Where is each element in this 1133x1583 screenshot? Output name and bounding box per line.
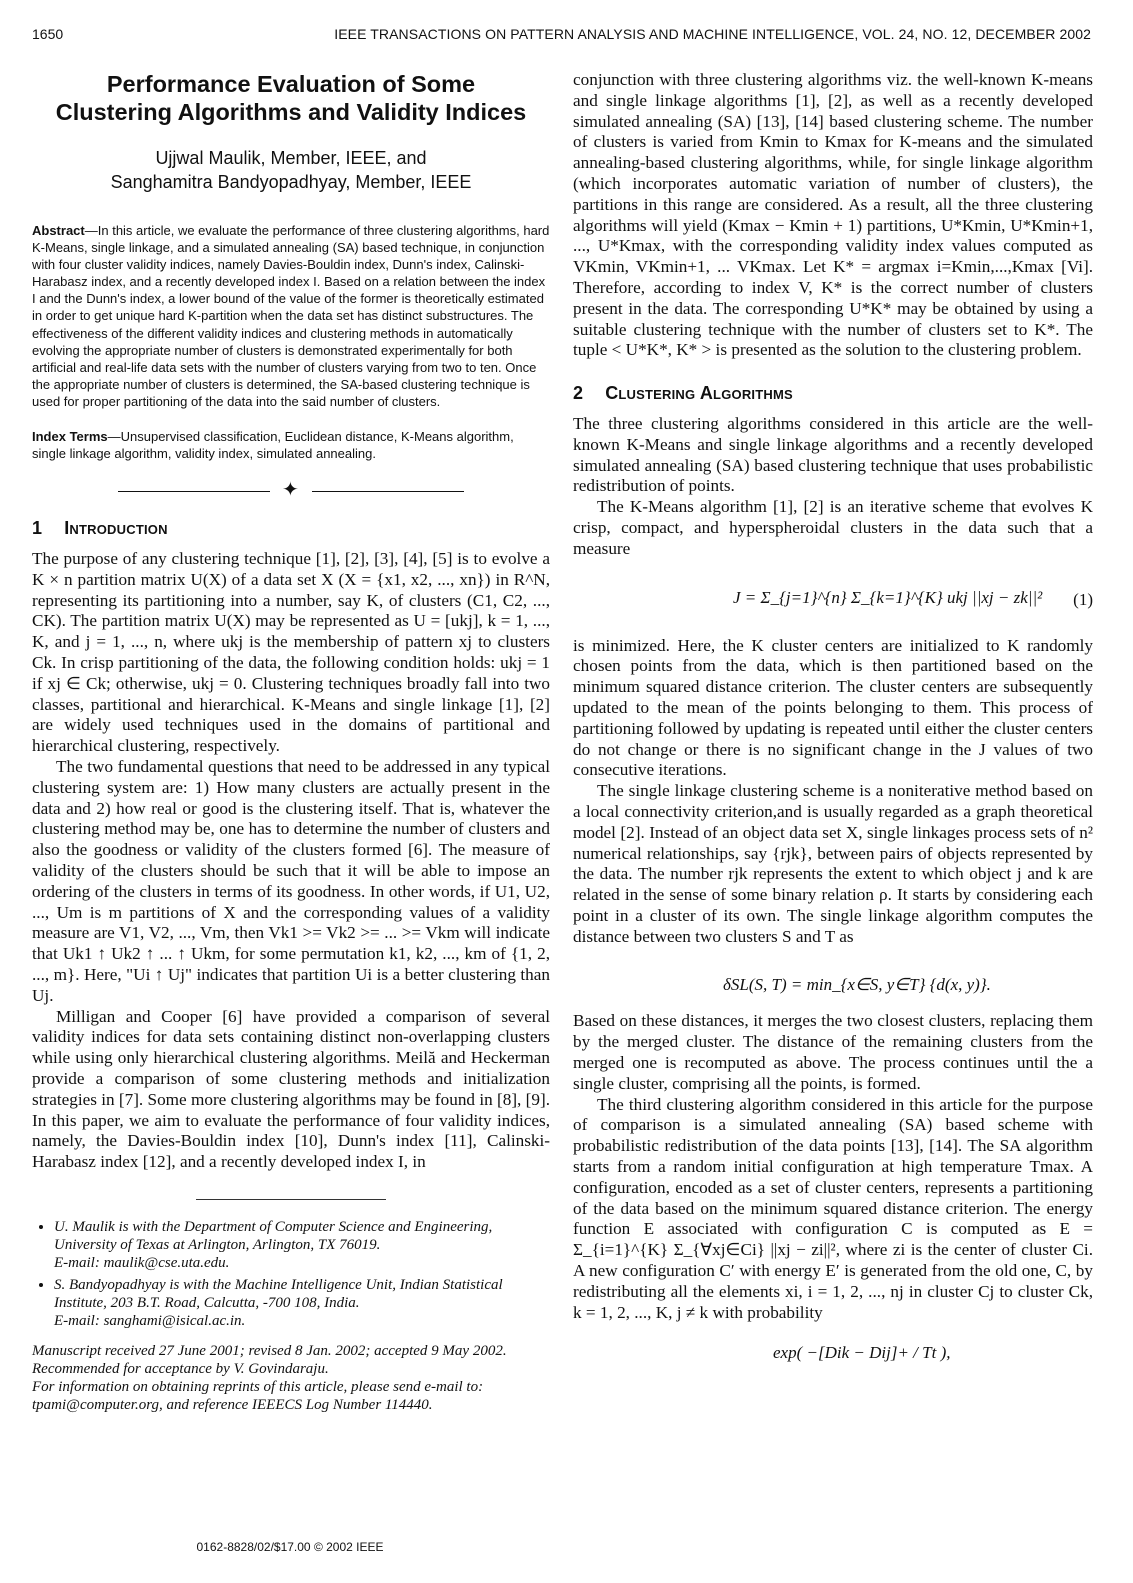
- running-header: [32, 26, 1091, 46]
- equation-3-body: exp( −[Dik − Dij]+ / Tt ),: [773, 1343, 951, 1363]
- equation-2-body: δSL(S, T) = min_{x∈S, y∈T} {d(x, y)}.: [723, 975, 991, 995]
- intro-paragraph-continued: conjunction with three clustering algorithms viz. the well-known K-means and single linkage algorithms [1], [2], as well as a recently developed simulated annealing (SA) [13], [14] based clustering scheme. The number of clusters is varied from Kmin to Kmax for K-means and the simulated annealing-based clustering algorithms, while, for single linkage algorithm (which incorporates automatic variation of number of clusters), the partitions in this range are considered. As a result, all the three clustering algorithms will yield (Kmax − Kmin + 1) partitions, U*Kmin, U*Kmin+1, ..., U*Kmax, with the corresponding validity index values computed as VKmin, VKmin+1, ... VKmax. Let K* = argmax i=Kmin,...,Kmax [Vi]. Therefore, according to index V, K* is the correct number of clusters present in the data. The corresponding U*K* may be obtained by using a suitable clustering technique with the number of clusters set to K*. The tuple < U*K*, K* > is presented as the solution to the clustering problem.: [573, 70, 1093, 360]
- section-2-number: 2: [573, 383, 584, 404]
- section-1-heading: [32, 518, 550, 539]
- intro-paragraph-1: The purpose of any clustering technique [1], [2], [3], [4], [5] is to evolve a K × n partition matrix U(X) of a data set X (X = {x1, x2, ..., xn}) in R^N, representing its partitioning into a number, say K, of clusters (C1, C2, ..., CK). The partition matrix U(X) may be represented as U = [ukj], k = 1, ..., K, and j = 1, ..., n, where ukj is the membership of pattern xj to clusters Ck. In crisp partitioning of the data, the following condition holds: ukj = 1 if xj ∈ Ck; otherwise, ukj = 0. Clustering techniques broadly fall into two classes, partitional and hierarchical. K-Means and single linkage [1], [2] are widely used techniques used in the domains of partitional and hierarchical clustering, respectively.: [32, 549, 550, 756]
- abstract-text: —In this article, we evaluate the performance of three clustering algorithms, hard K-Means, single linkage, and a simulated annealing (SA) based technique, in conjunction with four cluster validity indices, namely Davies-Bouldin index, Dunn's index, Calinski-Harabasz index, and a recently developed index I. Based on a relation between the index I and the Dunn's index, a lower bound of the value of the former is theoretically estimated in order to get unique hard K-partition when the data set has distinct substructures. The effectiveness of the different validity indices and clustering methods in automatically evolving the appropriate number of clusters is demonstrated experimentally for both artificial and real-life data sets with the number of clusters varying from two to ten. Once the appropriate number of clusters is determined, the SA-based clustering technique is used for proper partitioning of the data into the said number of clusters.: [32, 223, 550, 409]
- s2-paragraph-6: The third clustering algorithm considered in this article for the purpose of comparison is a simulated annealing (SA) based scheme with probabilistic redistribution of the data points [13], [14]. The SA algorithm starts from a random initial configuration at high temperature Tmax. A configuration, encoded as a set of cluster centers, represents a partitioning of the data based on the minimum squared distance criterion. The energy function E associated with configuration C is computed as E = Σ_{i=1}^{K} Σ_{∀xj∈Ci} ||xj − zi||², where zi is the center of cluster Ci. A new configuration C′ with energy E′ is generated from the old one, C, by redistributing all the elements xi, i = 1, 2, ..., nj in cluster Cj to cluster Ck, k = 1, 2, ..., K, j ≠ k with probability: [573, 1094, 1093, 1322]
- s2-paragraph-4: The single linkage clustering scheme is a noniterative method based on a local connectivity criterion,and is usually regarded as a graph theoretical model [2]. Instead of an object data set X, single linkages process sets of n² numerical relationships, say {rjk}, between pairs of objects represented by the data. The number rjk represents the extent to which object j and k are related in the sense of some binary relation ρ. It starts by considering each point in a cluster of its own. The single linkage algorithm computes the distance between two clusters S and T as: [573, 781, 1093, 946]
- page-number: 1650: [32, 26, 64, 42]
- equation-2: [573, 957, 1093, 1005]
- footnote-2: • S. Bandyopadhyay is with the Machine Intelligence Unit, Indian Statistical Institute, 203 B.T. Road, Calcutta, -700 108, India. E-mail: sanghami@isical.ac.in.: [54, 1276, 550, 1330]
- intro-paragraph-2: The two fundamental questions that need to be addressed in any typical clustering system are: 1) How many clusters are actually present in the data and 2) how real or good is the clustering itself. That is, whatever the clustering method may be, one has to determine the number of clusters and also the goodness or validity of the clusters formed [6]. The measure of validity of the clusters should be such that it will be able to impose an ordering of the clusters in terms of its goodness. In other words, if U1, U2, ..., Um is m partitions of X and the corresponding values of a validity measure are V1, V2, ..., Vm, then Vk1 >= Vk2 >= ... >= Vkm will indicate that Uk1 ↑ Uk2 ↑ ... ↑ Ukm, for some permutation k1, k2, ..., km of {1, 2, ..., m}. Here, "Ui ↑ Uj" indicates that partition Ui is a better clustering than Uj.: [32, 756, 550, 1005]
- section-1-number: 1: [32, 518, 43, 539]
- section-2-title: Clustering Algorithms: [605, 383, 793, 404]
- author-2: Sanghamitra Bandyopadhyay, Member, IEEE: [110, 172, 472, 192]
- reprints-note: For information on obtaining reprints of this article, please send e-mail to: tpami@computer.org, and reference IEEECS Log Number 114440.: [32, 1378, 484, 1413]
- footnote-1: • U. Maulik is with the Department of Computer Science and Engineering, University of Texas at Arlington, Arlington, TX 76019. E-mail: maulik@cse.uta.edu.: [54, 1218, 550, 1272]
- left-column: [32, 70, 550, 1414]
- author-1: Ujjwal Maulik, Member, IEEE, and: [155, 148, 427, 168]
- right-column: [573, 70, 1093, 1379]
- equation-3: [573, 1333, 1093, 1373]
- abstract: [32, 222, 550, 410]
- section-2-heading: [573, 383, 1093, 404]
- equation-1: [573, 570, 1093, 630]
- journal-header: IEEE TRANSACTIONS ON PATTERN ANALYSIS AND MACHINE INTELLIGENCE, VOL. 24, NO. 12, DECEMBER 2002: [334, 26, 1091, 42]
- equation-1-body: J = Σ_{j=1}^{n} Σ_{k=1}^{K} ukj ||xj − zk||²: [733, 587, 1043, 607]
- s2-paragraph-2: The K-Means algorithm [1], [2] is an iterative scheme that evolves K crisp, compact, and hyperspheroidal clusters in the data such that a measure: [573, 497, 1093, 558]
- index-terms-label: Index Terms: [32, 429, 108, 445]
- index-terms-text: —Unsupervised classification, Euclidean distance, K-Means algorithm, single linkage algorithm, validity index, simulated annealing.: [32, 429, 514, 462]
- copyright-footer: 0162-8828/02/$17.00 © 2002 IEEE: [196, 1540, 384, 1554]
- email-sanghami: E-mail: sanghami@isical.ac.in.: [54, 1312, 246, 1329]
- manuscript-note: Manuscript received 27 June 2001; revised 8 Jan. 2002; accepted 9 May 2002. Recommended for acceptance by V. Govindaraju.: [32, 1342, 507, 1377]
- s2-paragraph-1: The three clustering algorithms considered in this article are the well-known K-Means and single linkage algorithms and a recently developed simulated annealing (SA) based clustering technique that uses probabilistic redistribution of points.: [573, 413, 1093, 496]
- section-1-title: Introduction: [64, 518, 168, 539]
- s2-paragraph-5: Based on these distances, it merges the two closest clusters, replacing them by the merged cluster. The distance of the remaining clusters from the merged one is recomputed as above. The process continues until the a single cluster, comprising all the points, is formed.: [573, 1011, 1093, 1093]
- footnote-rule: [196, 1199, 386, 1200]
- s2-paragraph-3: is minimized. Here, the K cluster centers are initialized to K randomly chosen points from the data, which is then partitioned based on the minimum squared distance criterion. The cluster centers are subsequently updated to the mean of the points belonging to them. This process of partitioning followed by updating is repeated until either the cluster centers do not change or there is no significant change in the J values of two consecutive iterations.: [573, 635, 1093, 780]
- paper-title: [32, 70, 550, 126]
- footnotes: [32, 1218, 550, 1414]
- intro-paragraph-3: Milligan and Cooper [6] have provided a comparison of several validity indices for data sets containing distinct non-overlapping clusters while using only hierarchical clustering algorithms. Meilă and Heckerman provide a comparison of some clustering methods and initialization strategies in [7]. Some more clustering algorithms may be found in [8], [9]. In this paper, we aim to evaluate the performance of four validity indices, namely, the Davies-Bouldin index [10], Dunn's index [11], Calinski-Harabasz index [12], and a recently developed index I, in: [32, 1006, 550, 1172]
- title-line-1: Performance Evaluation of Some: [106, 71, 476, 97]
- equation-1-number: (1): [1073, 589, 1093, 609]
- title-line-2: Clustering Algorithms and Validity Indices: [55, 99, 527, 125]
- email-maulik: E-mail: maulik@cse.uta.edu.: [54, 1254, 230, 1271]
- authors: [32, 146, 550, 194]
- divider-ornament-icon: ✦: [282, 477, 299, 502]
- abstract-label: Abstract: [32, 223, 85, 238]
- index-terms: [32, 428, 550, 462]
- section-divider: [32, 478, 550, 504]
